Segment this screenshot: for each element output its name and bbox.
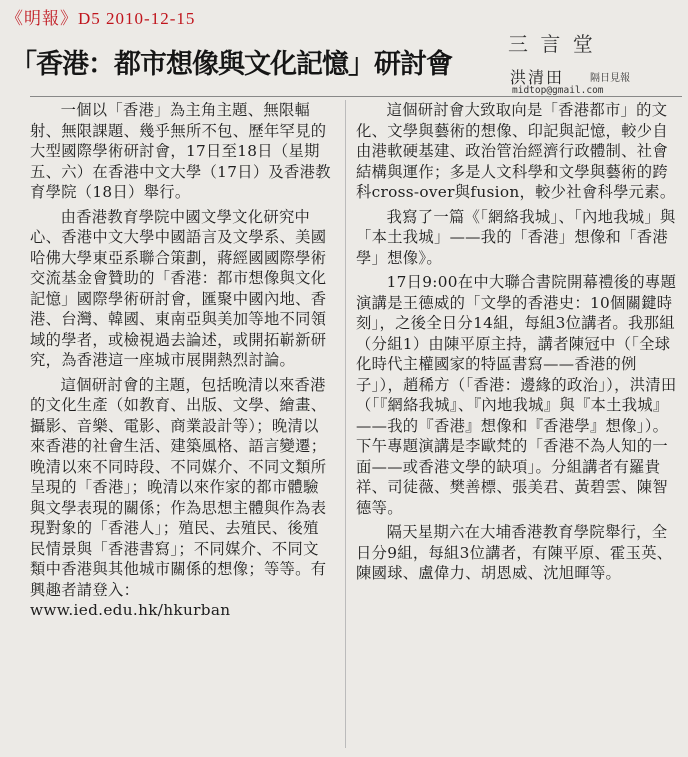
paragraph: 一個以「香港」為主角主題、無限輻射、無限課題、幾乎無所不包、歷年罕見的大型國際學術研討會，17日至18日（星期五、六）在香港中文大學（17日）及香港教育學院（18日）舉行。 xyxy=(30,101,331,201)
paragraph: 我寫了一篇《「網絡我城」、「內地我城」與「本土我城」——我的「香港」想像和「香港學」想像》。 xyxy=(356,207,676,267)
paragraph: 17日9:00在中大聯合書院開幕禮後的專題演講是王德威的「文學的香港史：10個關鍵時刻」，之後全日分14組，每組3位講者。我那組（分組1）由陳平原主持，講者陳冠中（「全球化時代主權國家的特區書寫——香港的例子」），趙稀方（「香港：邊緣的政治」），洪清田（「『網絡我城』、『內地我城』與『本土我城』——我的『香港』想像和『香港學』想像」）。下午專題演講是李歐梵的「香港不為人知的一面——或香港文學的缺項」。分組講者有羅貴祥、司徒薇、樊善標、張美君、黃碧雲、陳智德等。 xyxy=(356,273,677,517)
header-rule xyxy=(30,96,682,97)
right-column xyxy=(356,100,682,584)
paragraph: 這個研討會的主題，包括晚清以來香港的文化生產（如教育、出版、文學、繪畫、攝影、音樂、電影、商業設計等）；晚清以來香港的社會生活、建築風格、語言變遷；晚清以來不同時段、不同媒介、不同文類所呈現的「香港」；晚清以來作家的都市體驗與文學表現的關係；作為思想主體與作為表現對象的「香港人」；殖民、去殖民、後殖民情景與「香港書寫」；不同媒介、不同文類中香港與其他城市關係的想像；等等。有興趣者請登入：www.ied.edu.hk/hkurban xyxy=(30,375,327,619)
author-note: 隔日見報 xyxy=(590,73,630,84)
author-name: 洪清田 xyxy=(510,68,565,87)
column-name: 三 言 堂 xyxy=(508,32,596,56)
masthead: 《明報》D5 2010-12-15 xyxy=(6,9,196,28)
paragraph: 由香港教育學院中國文學文化研究中心、香港中文大學中國語言及文學系、美國哈佛大學東亞系聯合策劃，蔣經國國際學術交流基金會贊助的「香港：都市想像與文化記憶」國際學術研討會，匯聚中國內地、香港、台灣、韓國、東南亞與美加等地不同領域的學者，或檢視過去論述，或開拓嶄新研究，為香港這一座城市展開熱烈討論。 xyxy=(30,207,327,369)
left-column xyxy=(30,100,334,621)
headline: 「香港：都市想像與文化記憶」研討會 xyxy=(10,49,452,80)
column-box xyxy=(508,28,686,96)
paragraph: 隔天星期六在大埔香港教育學院舉行，全日分9組，每組3位講者，有陳平原、霍玉英、陳國球、盧偉力、胡恩威、沈旭暉等。 xyxy=(356,523,673,582)
column-divider xyxy=(345,100,346,748)
author-email: midtop@gmail.com xyxy=(512,85,604,96)
paragraph: 這個研討會大致取向是「香港都市」的文化、文學與藝術的想像、印記與記憶，較少自由港軟硬基建、政治管治經濟行政體制、社會結構與運作；多是人文科學和文學與藝術的跨科cross-over與fusion，較少社會科學元素。 xyxy=(356,101,676,201)
